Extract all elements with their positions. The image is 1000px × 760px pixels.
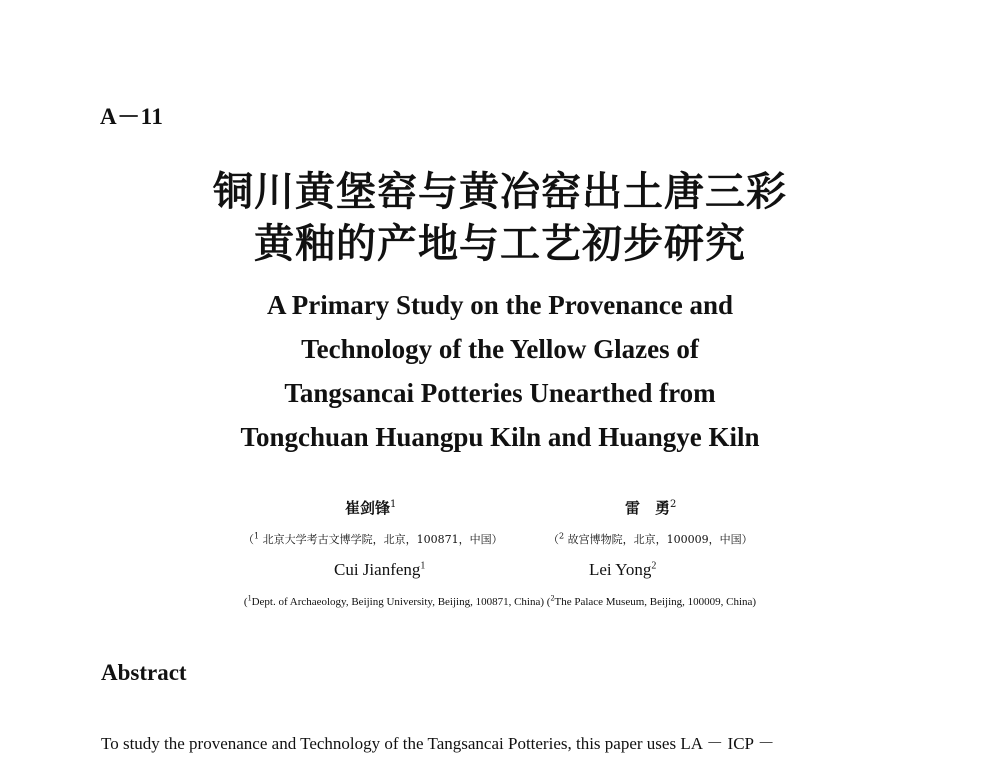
author-2-name-en: Lei Yong$^2$: [589, 560, 657, 579]
author-1-affiliation-en: ($^1$Dept. of Archaeology, Beijing University, Beijing, 100871, China): [243, 593, 545, 608]
chinese-title-line-1: 铜川黄堡窑与黄冶窑出土唐三彩: [213, 168, 787, 215]
author-2-affiliation-en: ($^2$The Palace Museum, Beijing, 100009, China): [546, 593, 757, 608]
author-2-name-zh: 雷 勇$^2$: [625, 499, 677, 517]
english-title-line-4: Tongchuan Huangpu Kiln and Huangye Kiln: [240, 422, 760, 452]
abstract-text: To study the provenance and Technology of the Tangsancai Potteries, this paper uses LA － ICP －: [101, 734, 775, 753]
english-title-line-1: A Primary Study on the Provenance and: [266, 290, 733, 320]
english-title-line-3: Tangsancai Potteries Unearthed from: [284, 378, 716, 408]
chinese-title-line-2: 黄釉的产地与工艺初步研究: [254, 220, 746, 267]
english-title-line-2: Technology of the Yellow Glazes of: [301, 334, 699, 364]
author-2-affiliation-zh: （$^2$ 故宫博物院，北京，100009，中国）: [548, 531, 753, 546]
abstract-heading: Abstract: [101, 660, 187, 685]
paper-code: A－11: [100, 104, 164, 129]
author-1-name-en: Cui Jianfeng$^1$: [334, 560, 426, 579]
affiliations-en: [0, 593, 1000, 608]
author-1-name-zh: 崔剑锋$^1$: [345, 499, 397, 517]
author-1-affiliation-zh: （$^1$ 北京大学考古文博学院，北京，100871，中国）: [243, 531, 503, 546]
